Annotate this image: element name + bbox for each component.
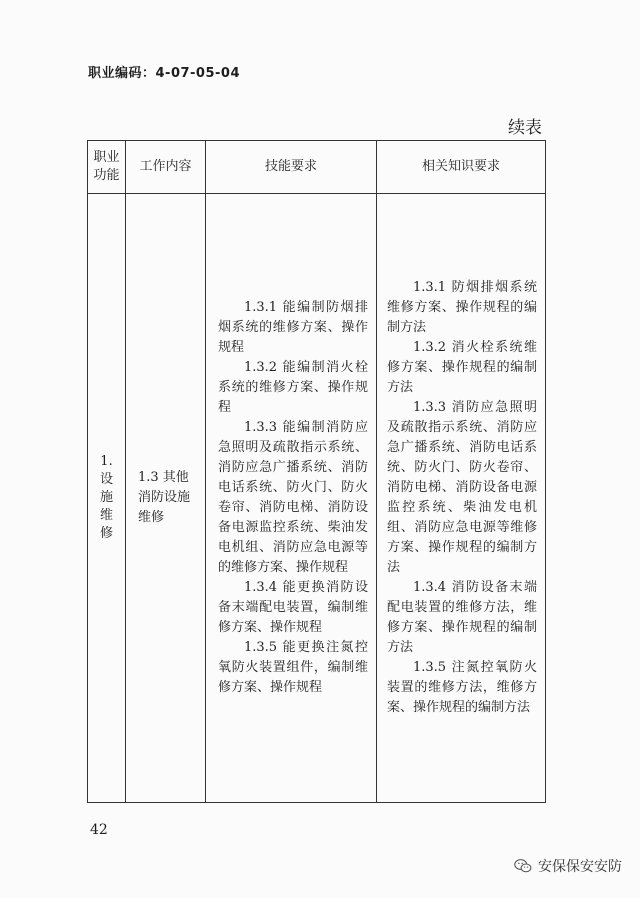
table-row [88,194,546,803]
table-header-row [88,141,546,194]
knowledge-item: 1.3.3 消防应急照明及疏散指示系统、消防应急广播系统、消防电话系统、防火门、防火卷帘、消防电梯、消防设备电源监控系统、柴油发电机组、消防应急电源等维修方案、操作规程的编制方法 [387,400,537,575]
skills-cell [206,194,377,803]
header-function: 职业功能 [88,141,126,194]
occupation-code: 职业编码：4-07-05-04 [88,66,241,81]
skill-item: 1.3.4 能更换消防设备末端配电装置，编制维修方案、操作规程 [218,580,368,635]
skill-item: 1.3.3 能编制消防应急照明及疏散指示系统、消防应急广播系统、消防电话系统、防火门、防火卷帘、消防电梯、消防设备电源监控系统、柴油发电机组、消防应急电源等的维修方案、操作规程 [218,420,368,575]
skill-item: 1.3.2 能编制消火栓系统的维修方案、操作规程 [218,360,368,415]
knowledge-item: 1.3.4 消防设备末端配电装置的维修方法，维修方案、操作规程的编制方法 [387,580,537,655]
page-number: 42 [90,822,108,838]
continued-label: 续表 [508,118,542,138]
work-content-cell: 1.3 其他消防设施维修 [126,194,206,803]
skills-table [87,140,546,803]
watermark [514,856,622,876]
knowledge-item: 1.3.1 防烟排烟系统维修方案、操作规程的编制方法 [387,280,537,335]
wechat-icon [514,858,532,874]
knowledge-cell [377,194,546,803]
skill-item: 1.3.5 能更换注氮控氧防火装置组件，编制维修方案、操作规程 [218,640,368,695]
watermark-text: 安保保安安防 [538,859,622,875]
skill-item: 1.3.1 能编制防烟排烟系统的维修方案、操作规程 [218,300,368,355]
header-knowledge: 相关知识要求 [377,141,546,194]
knowledge-item: 1.3.5 注氮控氧防火装置的维修方法，维修方案、操作规程的编制方法 [387,660,537,715]
function-cell: 1. 设 施 维 修 [88,194,126,803]
header-skills: 技能要求 [206,141,377,194]
knowledge-item: 1.3.2 消火栓系统维修方案、操作规程的编制方法 [387,340,537,395]
header-work-content: 工作内容 [126,141,206,194]
